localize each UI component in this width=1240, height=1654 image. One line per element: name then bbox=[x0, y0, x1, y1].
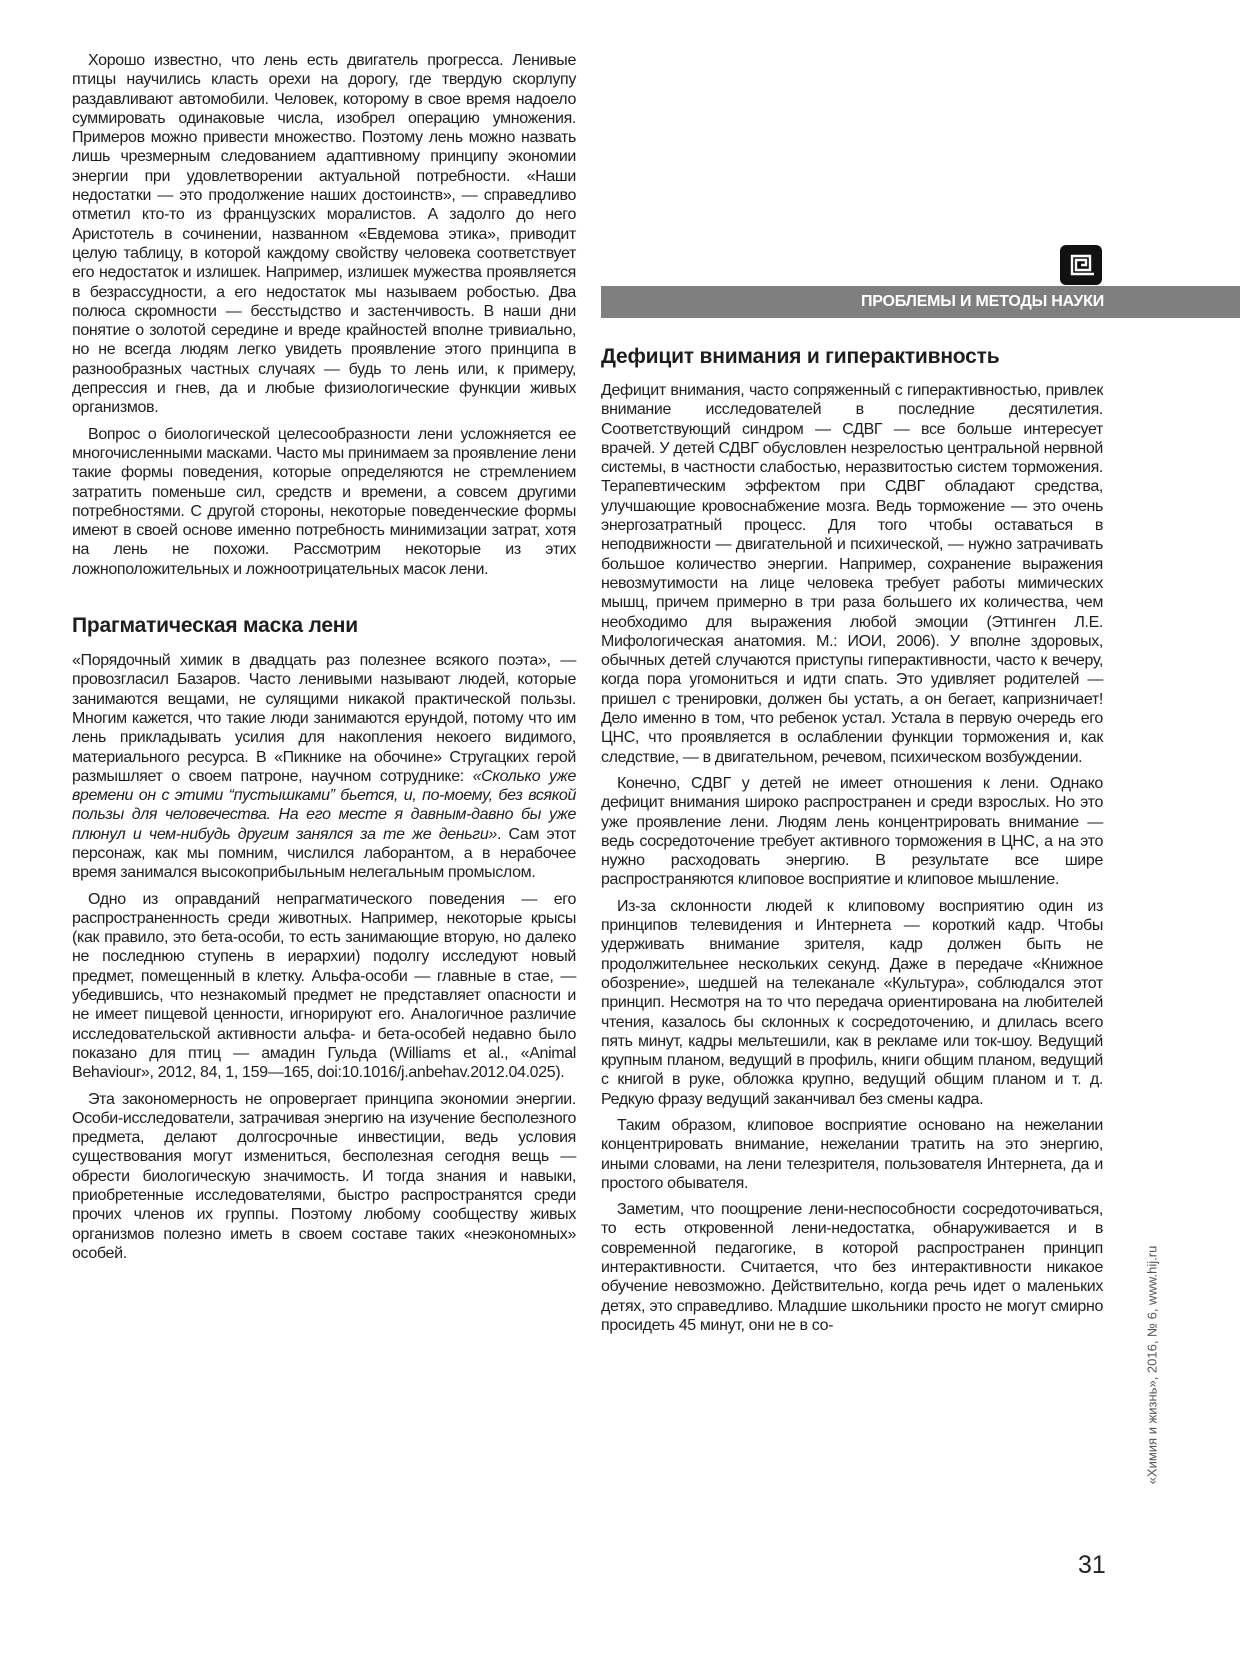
paragraph: Дефицит внимания, часто сопряженный с гиперактивностью, привлек внимание исследователей в последние десятилетия. Соответствующий синдром — СДВГ — все больше интересует врачей. У детей СДВГ обусловлен незрелостью центральной нервной системы, в частности слабостью, неразвитостью систем торможения. Терапевтическим эффектом при СДВГ обладают средства, улучшающие кровоснабжение мозга. Ведь торможение — это очень энергозатратный процесс. Для того чтобы оставаться в неподвижности — двигательной и психической, — нужно затрачивать большое количество энергии. Например, сохранение выражения невозмутимости на лице человека требует работы мимических мышц, причем примерно в три раза большего их количества, чем необходимо для выражения любой эмоции (Эттинген Л.Е. Мифологическая анатомия. М.: ИОИ, 2006). У вполне здоровых, обычных детей случаются приступы гиперактивности, часто к вечеру, когда пора угомониться и идти спать. Это удивляет родителей — пришел с тренировки, должен бы устать, а он бегает, капризничает! Дело именно в том, что ребенок устал. Устала в первую очередь его ЦНС, что проявляется в ослаблении функции торможения и, как следствие, — в двигательном, речевом, психическом возбуждении. bbox=[601, 382, 1103, 766]
paragraph: Одно из оправданий непрагматического поведения — его распространенность среди животных. Например, некоторые крысы (как правило, это бета-особи, то есть занимающие вторую, но далеко не последнюю ступень в иерархии) подолгу исследуют новый предмет, помещенный в клетку. Альфа-особи — главные в стае, — убедившись, что незнакомый предмет не представляет опасности и не имеет пищевой ценности, игнорируют его. Аналогичное различие исследовательской активности альфа- и бета-особей недавно было показано для птиц — амадин Гульда (Williams et al., «Animal Behaviour», 2012, 84, 1, 159—165, doi:10.1016/j.anbehav.2012.04.025). bbox=[72, 890, 576, 1082]
journal-sidenote: «Химия и жизнь», 2016, № 6, www.hij.ru bbox=[1144, 1245, 1160, 1485]
section-heading: Дефицит внимания и гиперактивность bbox=[601, 345, 1000, 368]
paragraph: Хорошо известно, что лень есть двигатель прогресса. Ленивые птицы научились класть орехи на дорогу, где твердую скорлупу раздавливают автомобили. Человек, которому в свое время надоело суммировать одинаковые числа, изобрел операцию умножения. Примеров можно привести множество. Поэтому лень можно назвать лишь чрезмерным следованием адаптивному принципу экономии энергии при удовлетворении актуальной потребности. «Наши недостатки — это продолжение наших достоинств», — справедливо отметил кто-то из французских моралистов. А задолго до него Аристотель в сочинении, названном «Евдемова этика», приводит целую таблицу, в которой каждому свойству человека соответствует его недостаток и излишек. Например, излишек мужества проявляется в безрассудности, а его недостаток мы называем робостью. Два полюса скромности — бесстыдство и застенчивость. В наши дни понятие о золотой середине и вреде крайностей вполне тривиально, но не всегда людям легко увидеть проявление этого принципа в разнообразных частных случаях — будь то лень или, к примеру, депрессия и гнев, да и любые физиологические функции живых организмов. bbox=[72, 52, 576, 417]
paragraph: Вопрос о биологической целесообразности лени усложняется ее многочисленными масками. Часто мы принимаем за проявление лени такие формы поведения, которые определяются не стремлением затратить поменьше сил, средств и времени, а совсем другими потребностями. С другой стороны, некоторые поведенческие формы имеют в своей основе именно потребность минимизации затрат, хотя на лень не похожи. Рассмотрим некоторые из этих ложноположительных и ложноотрицательных масок лени. bbox=[72, 425, 576, 578]
paragraph-text: . Сам этот персонаж, как мы помним, числился лаборантом, а в нерабочее время занимался высокоприбыльным нелегальным промыслом. bbox=[72, 825, 576, 882]
paragraph: Заметим, что поощрение лени-неспособности сосредоточиваться, то есть откровенной лени-недостатка, обнаруживается и в современной педагогике, в которой распространен принцип интерактивности. Считается, что без интерактивности никакое обучение невозможно. Действительно, когда речь идет о маленьких детях, это справедливо. Младшие школьники просто не могут смирно просидеть 45 минут, они не в со- bbox=[601, 1201, 1103, 1334]
section-rubric: ПРОБЛЕМЫ И МЕТОДЫ НАУКИ bbox=[860, 293, 1104, 310]
quote-text: «Сколько уже времени он с этими “пустышками” бьется, и, по-моему, без всякой пользы для человечества. На его месте я давным-давно бы уже плюнул и чем-нибудь другим занялся за те же деньги» bbox=[72, 767, 577, 843]
paragraph bbox=[72, 651, 576, 883]
section-heading: Прагматическая маска лени bbox=[72, 614, 359, 638]
paragraph-text: «Порядочный химик в двадцать раз полезнее всякого поэта», — провозгласил Базаров. Часто ленивыми называют людей, которые занимаются вещами, не сулящими никакой практической пользы. Многим кажется, что такие люди занимаются ерундой, потому что им лень прикладывать усилия для накопления некоего видимого, материального ресурса. В «Пикнике на обочине» Стругацких герой размышляет о своем патроне, научном сотруднике: bbox=[72, 652, 576, 785]
page-number: 31 bbox=[1078, 1551, 1106, 1579]
paragraph: Из-за склонности людей к клиповому восприятию один из принципов телевидения и Интернета — короткий кадр. Чтобы удерживать внимание зрителя, кадр должен быть не продолжительнее нескольких секунд. Даже в передаче «Книжное обозрение», шедшей на телеканале «Культура», соблюдался этот принцип. Несмотря на то что передача ориентирована на любителей чтения, казалось бы склонных к сосредоточению, и длилась всего пять минут, кадры мельтешили, как в рекламе или ток-шоу. Ведущий крупным планом, ведущий в профиль, книги общим планом, ведущий с книгой в руке, обложка крупно, ведущий общим планом и т. д. Редкую фразу ведущий заканчивал без смены кадра. bbox=[601, 897, 1103, 1108]
paragraph: Таким образом, клиповое восприятие основано на нежелании концентрировать внимание, нежелании тратить на это энергию, иными словами, на лени телезрителя, пользователя Интернета, да и простого обывателя. bbox=[601, 1116, 1103, 1192]
paragraph: Эта закономерность не опровергает принципа экономии энергии. Особи-исследователи, затрачивая энергию на изучение бесполезного предмета, делают долгосрочные инвестиции, ведь условия существования могут измениться, бесполезная сегодня вещь — обрести биологическую значимость. И тогда знания и навыки, приобретенные исследователями, быстро распространятся среди прочих членов их группы. Поэтому любому сообществу живых организмов полезно иметь в своем составе таких «неэкономных» особей. bbox=[72, 1090, 576, 1262]
right-column bbox=[601, 381, 1103, 1342]
paragraph: Конечно, СДВГ у детей не имеет отношения к лени. Однако дефицит внимания широко распространен и среди взрослых. Но это уже проявление лени. Людям лень концентрировать внимание — ведь сосредоточение требует активного торможения в ЦНС, а на это нужно расходовать энергию. В результате все шире распространяются клиповое восприятие и клиповое мышление. bbox=[601, 774, 1103, 889]
spiral-logo-icon bbox=[1058, 243, 1104, 287]
section-rubric-bar bbox=[601, 286, 1240, 318]
left-column bbox=[72, 51, 576, 1270]
